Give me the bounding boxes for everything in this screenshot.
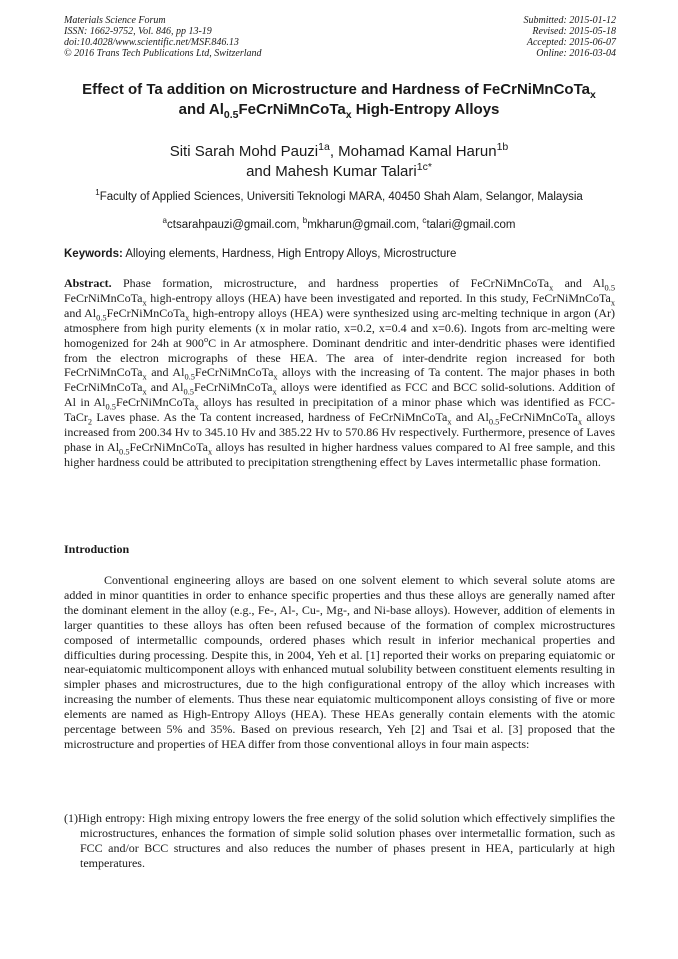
abstract-text: alloys has resulted in higher hardness values compared to Al free sample, and this higher hardness could be attributed to precipitation strengthening effect by Laves intermetallic phase formation. <box>64 439 615 469</box>
subscript: 0.5 <box>604 283 616 293</box>
abstract-text: FeCrNiMnCoTa <box>499 410 578 425</box>
author-affiliation-mark: 1a <box>318 141 330 153</box>
abstract-label: Abstract. <box>64 276 112 290</box>
keywords-label: Keywords: <box>64 248 123 260</box>
date-online: Online: 2016-03-04 <box>536 48 616 59</box>
abstract-text: Laves phase. As the Ta content increased, hardness of FeCrNiMnCoTa <box>92 410 448 425</box>
abstract-text: high-entropy alloys (HEA) have been investigated and reported. In this study, FeCrNiMnCoTa <box>146 290 611 305</box>
journal-issn: ISSN: 1662-9752, Vol. 846, pp 13-19 <box>64 26 212 37</box>
author-affiliation-mark: 1b <box>496 141 509 153</box>
abstract-text: alloys with the increasing of Ta content. The major phases in both FeCrNiMnCoTa <box>64 365 616 395</box>
subscript: 0.5 <box>488 417 500 427</box>
abstract-text: FeCrNiMnCoTa <box>129 439 208 454</box>
abstract-text: Phase formation, microstructure, and hardness properties of FeCrNiMnCoTa <box>111 276 550 290</box>
email-mark: b <box>302 216 308 226</box>
paper-title <box>40 80 638 120</box>
abstract-text: FeCrNiMnCoTa <box>106 305 186 320</box>
date-submitted: Submitted: 2015-01-12 <box>523 15 616 26</box>
dates-header <box>524 15 617 59</box>
title-text: High-Entropy Alloys <box>351 101 500 118</box>
title-subscript: x <box>589 89 596 101</box>
subscript: x <box>272 387 277 397</box>
author-list <box>60 142 618 182</box>
email-address: ctsarahpauzi@gmail.com, <box>167 219 303 231</box>
abstract <box>64 276 615 470</box>
section-heading: Introduction <box>64 542 130 556</box>
subscript: 2 <box>87 417 93 427</box>
email-address: mkharun@gmail.com, <box>307 219 423 231</box>
subscript: x <box>142 298 147 308</box>
abstract-text: alloys increased from 200.34 Hv to 345.10 Hv and 385.22 Hv to 570.86 Hv respectively. Furthermore, presence of Laves phase in Al <box>64 410 615 454</box>
subscript: x <box>142 372 147 382</box>
title-text: Effect of Ta addition on Microstructure and Hardness of FeCrNiMnCoTa <box>82 81 590 98</box>
keywords <box>64 247 616 261</box>
abstract-text: FeCrNiMnCoTa <box>115 395 195 410</box>
subscript: x <box>549 283 554 293</box>
abstract-text: alloys has resulted in precipitation of a minor phase which was identified as FCC-TaCr <box>64 395 615 425</box>
affiliation-text: Faculty of Applied Sciences, Universiti Teknologi MARA, 40450 Shah Alam, Selangor, Malaysia <box>99 191 583 203</box>
abstract-text: C in Ar atmosphere. Dominant dendritic and inter-dendritic phases were identified from the electron micrographs of these HEA. The area of inter-dendrite region increased for both FeCrNiMnCoTa <box>64 335 615 380</box>
list-item: (1)High entropy: High mixing entropy lowers the free energy of the solid solution which effectively simplifies the microstructures, enhances the formation of simple solid solution phases over intermetallic formation, such as FCC and/or BCC structures and also reduces the number of phases present in HEA, particularly at high temperatures. <box>64 811 615 870</box>
abstract-text: and Al <box>146 380 184 395</box>
author-line-1 <box>60 142 618 162</box>
subscript: x <box>142 387 147 397</box>
affiliation-mark: 1 <box>95 188 100 198</box>
author-emails <box>40 218 638 232</box>
journal-header <box>64 15 262 59</box>
author-affiliation-mark: 1c* <box>416 161 432 173</box>
date-accepted: Accepted: 2015-06-07 <box>526 37 616 48</box>
intro-paragraph: Conventional engineering alloys are based on one solvent element to which several solute atoms are added in minor quantities in order to enhance specific properties and thus these alloys are generally named after the dominant element in the alloy (e.g., Fe-, Al-, Cu-, Mg-, and Ni-base alloys). However, addition of elements in larger quantities to these alloys has often been refused because of the formation of complex microstructures composed of intermetallic compounds, ordered phases which result in inferior mechanical properties and difficulties during processing. Despite this, in 2004, Yeh et al. [1] reported their works on preparing equiatomic or near-equiatomic multicomponent alloys with enhanced mutual solubility between constituent elements resulting in simpler phases and microstructures, due to the high configurational entropy of the alloy which increases with increasing the number of elements. Thus these near equiatomic multicomponent alloys consisting of five or more elements are named as High-Entropy Alloys (HEA). These HEAs generally contain elements with the atomic percentage between 5% and 35%. Based on previous research, Yeh [2] and Tsai et al. [3] proposed that the microstructure and properties of HEA differ from those conventional alloys in four main aspects: <box>64 573 615 751</box>
title-line-1 <box>40 80 638 100</box>
abstract-text: FeCrNiMnCoTa <box>193 380 273 395</box>
date-revised: Revised: 2015-05-18 <box>532 26 616 37</box>
affiliation <box>40 190 638 204</box>
subscript: x <box>194 402 199 412</box>
title-line-2 <box>40 100 638 120</box>
abstract-text: high-entropy alloys (HEA) were synthesized using arc-melting technique in argon (Ar) atmosphere from high purity elements (x in molar ratio, x=0.2, x=0.4 and x=0.6). Ingots from arc-melting were homogenized for 24h at 900 <box>64 305 615 350</box>
subscript: 0.5 <box>119 447 130 457</box>
email-mark: a <box>162 216 168 226</box>
title-text: and Al <box>178 101 224 118</box>
subscript: x <box>610 298 615 308</box>
title-subscript: x <box>345 109 352 121</box>
journal-copyright: © 2016 Trans Tech Publications Ltd, Switzerland <box>64 48 262 59</box>
subscript: x <box>577 417 582 427</box>
abstract-text: and Al <box>64 305 97 320</box>
email-mark: c <box>422 216 427 226</box>
keywords-text: Alloying elements, Hardness, High Entropy Alloys, Microstructure <box>122 248 457 260</box>
superscript: o <box>203 334 209 344</box>
abstract-text: and Al <box>553 276 605 290</box>
author-line-2 <box>60 162 618 182</box>
abstract-text: and Al <box>146 365 185 380</box>
author-name: Siti Sarah Mohd Pauzi <box>169 143 319 160</box>
journal-doi: doi:10.4028/www.scientific.net/MSF.846.13 <box>64 37 239 48</box>
subscript: 0.5 <box>96 313 107 323</box>
subscript: 0.5 <box>184 372 195 382</box>
subscript: x <box>208 447 213 457</box>
email-address: talari@gmail.com <box>426 219 516 231</box>
title-text: FeCrNiMnCoTa <box>238 101 346 118</box>
abstract-text: and Al <box>451 410 489 425</box>
abstract-text: FeCrNiMnCoTa <box>64 290 143 305</box>
author-name: and Mahesh Kumar Talari <box>246 163 417 180</box>
subscript: 0.5 <box>105 402 116 412</box>
subscript: x <box>273 372 278 382</box>
abstract-text: alloys were identified as FCC and BCC solid-solutions. Addition of Al in Al <box>64 380 616 410</box>
subscript: 0.5 <box>183 387 194 397</box>
title-subscript: 0.5 <box>223 109 239 121</box>
subscript: x <box>447 417 452 427</box>
author-name: , Mohamad Kamal Harun <box>329 143 497 160</box>
journal-name: Materials Science Forum <box>64 15 166 26</box>
subscript: x <box>185 313 190 323</box>
abstract-text: FeCrNiMnCoTa <box>194 365 274 380</box>
